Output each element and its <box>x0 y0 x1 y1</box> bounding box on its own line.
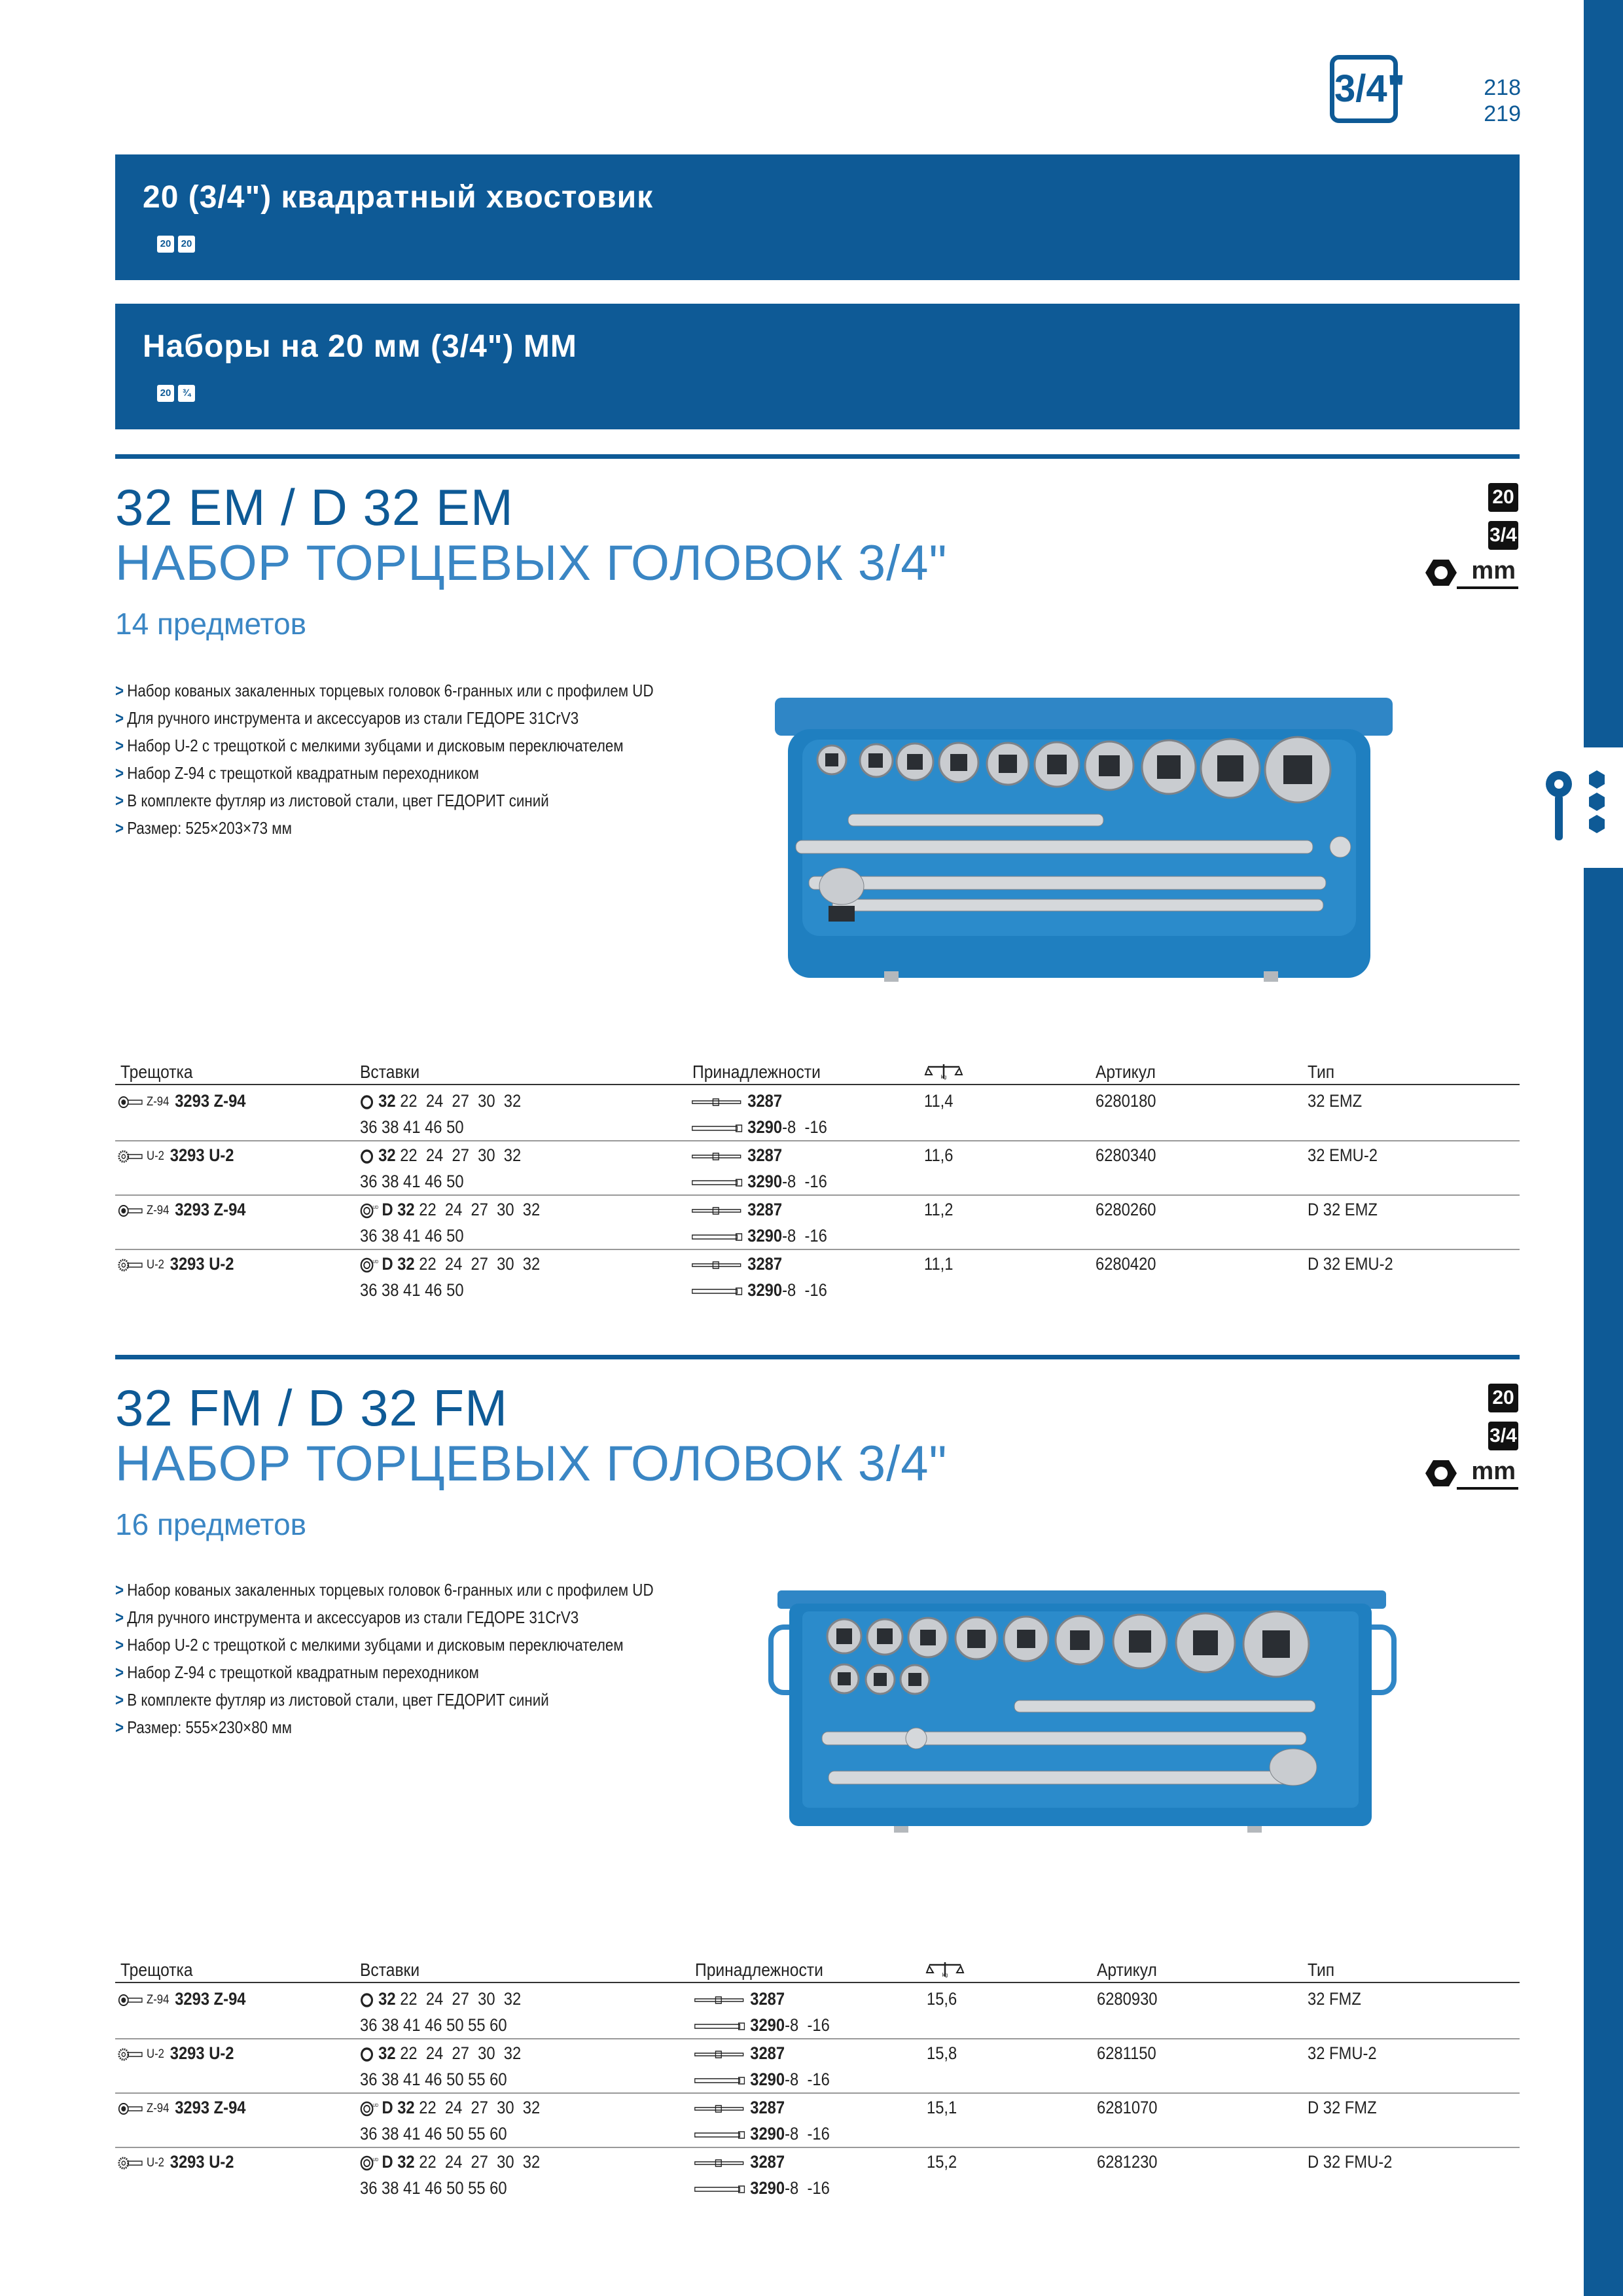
col-article: Артикул <box>1096 1062 1156 1082</box>
ratchet-cell <box>118 1142 234 1170</box>
arrow-icon: > <box>115 681 124 700</box>
insert-set-prefix: 32 <box>378 1145 396 1165</box>
insert-sizes-line1: 22 24 27 30 32 <box>400 1989 522 2009</box>
svg-text:kg: kg <box>942 1972 948 1978</box>
svg-text:UD: UD <box>372 2103 379 2108</box>
extension-bar-long-icon <box>694 2130 745 2140</box>
ratchet-u2-icon <box>118 2157 143 2170</box>
size-badge-icon: 20 <box>178 236 195 253</box>
insert-sizes-line1: 22 24 27 30 32 <box>419 1254 541 1274</box>
col-accessories: Принадлежности <box>692 1062 821 1082</box>
insert-sizes-line1: 22 24 27 30 32 <box>400 1091 522 1111</box>
insert-set-prefix: 32 <box>378 1989 396 2009</box>
drive-size-badge: 20 <box>1488 1384 1518 1412</box>
arrow-icon: > <box>115 1607 124 1627</box>
weight-value: 15,8 <box>927 2043 957 2063</box>
svg-text:UD: UD <box>372 1205 379 1210</box>
feature-item: > Размер: 555×230×80 мм <box>115 1717 293 1737</box>
table-row <box>115 1141 1520 1196</box>
extension-bar-long-icon <box>694 2022 745 2031</box>
table-row <box>115 2147 1520 2201</box>
sidebar-stripe-bottom <box>1584 868 1623 2296</box>
inserts-cell <box>360 1986 521 2012</box>
arrow-icon: > <box>115 736 124 755</box>
hex-socket-icon <box>360 1992 374 2008</box>
socket-wrench-icon <box>1538 766 1616 851</box>
arrow-icon: > <box>115 1690 124 1710</box>
extension-bar-icon <box>694 2159 745 2168</box>
table-row <box>115 1195 1520 1250</box>
ratchet-code: Z-94 <box>147 2101 169 2115</box>
table-row <box>115 2039 1520 2094</box>
weight-value: 11,4 <box>924 1091 954 1111</box>
weight-value: 15,1 <box>927 2098 957 2117</box>
page-numbers <box>1466 75 1521 127</box>
accessory-1: 3287 <box>694 2040 785 2066</box>
extension-bar-long-icon <box>691 1232 743 1242</box>
article-number: 6280420 <box>1096 1254 1156 1274</box>
insert-set-prefix: D 32 <box>382 2152 415 2172</box>
insert-set-prefix: 32 <box>378 1091 396 1111</box>
inserts-cell <box>360 2040 521 2066</box>
insert-set-prefix: D 32 <box>382 1200 415 1219</box>
inserts-cell <box>360 1196 540 1223</box>
ratchet-z94-icon <box>118 1994 143 2007</box>
section-divider <box>115 1355 1520 1359</box>
extension-bar-icon <box>691 1206 743 1215</box>
ratchet-cell <box>118 1986 246 2013</box>
ratchet-number: 3293 U-2 <box>169 1145 234 1165</box>
feature-item: > В комплекте футляр из листовой стали, цвет ГЕДОРИТ синий <box>115 791 549 810</box>
ratchet-number: 3293 U-2 <box>169 2043 234 2063</box>
ratchet-u2-icon <box>118 1259 143 1272</box>
weight-value: 11,1 <box>924 1254 954 1274</box>
insert-sizes-line2: 36 38 41 46 50 <box>360 1172 464 1191</box>
feature-item: > Для ручного инструмента и аксессуаров из стали ГЕДОРЕ 31CrV3 <box>115 1607 579 1627</box>
inserts-cell <box>360 1251 540 1277</box>
insert-set-prefix: D 32 <box>382 2098 415 2117</box>
ratchet-number: 3293 U-2 <box>169 1254 234 1274</box>
section-subtitle: НАБОР ТОРЦЕВЫХ ГОЛОВОК 3/4" <box>115 535 948 591</box>
arrow-icon: > <box>115 818 124 838</box>
extension-bar-icon <box>691 1098 743 1107</box>
fraction-badge-icon: ¾ <box>178 385 195 402</box>
type-code: 32 FMU-2 <box>1308 2043 1377 2063</box>
weight-scale-icon <box>927 1961 963 1978</box>
ratchet-cell <box>118 2094 246 2122</box>
col-ratchet: Трещотка <box>120 1960 193 1980</box>
inserts-cell <box>360 2149 540 2175</box>
section-title: 32 FM / D 32 FM <box>115 1379 508 1437</box>
col-accessories: Принадлежности <box>695 1960 823 1980</box>
feature-list <box>115 677 770 842</box>
table-header <box>115 1958 1520 1983</box>
drive-size-badge: 3/4" <box>1330 55 1398 123</box>
hex-socket-icon <box>360 2047 374 2062</box>
ratchet-z94-icon <box>118 2102 143 2115</box>
feature-item: > Набор Z-94 с трещоткой квадратным переходником <box>115 1662 479 1682</box>
unit-label: mm <box>1471 1458 1516 1485</box>
ud-profile-socket-icon <box>360 2155 377 2171</box>
fraction-badge: 3/4 <box>1488 521 1518 550</box>
ratchet-number: 3293 Z-94 <box>175 1091 246 1111</box>
item-count: 16 предметов <box>115 1507 307 1541</box>
ratchet-number: 3293 Z-94 <box>175 1989 246 2009</box>
insert-set-prefix: 32 <box>378 2043 396 2063</box>
banner-sets <box>115 304 1520 429</box>
accessory-2: 3290-8 -16 <box>691 1223 827 1249</box>
insert-sizes-line1: 22 24 27 30 32 <box>419 1200 541 1219</box>
table-row <box>115 1086 1520 1141</box>
feature-item: > В комплекте футляр из листовой стали, цвет ГЕДОРИТ синий <box>115 1690 549 1710</box>
ratchet-cell <box>118 1196 246 1224</box>
ratchet-number: 3293 Z-94 <box>175 2098 246 2117</box>
insert-sizes-line2: 36 38 41 46 50 55 60 <box>360 2178 507 2198</box>
section-subtitle: НАБОР ТОРЦЕВЫХ ГОЛОВОК 3/4" <box>115 1436 948 1492</box>
extension-bar-long-icon <box>691 1178 743 1187</box>
extension-bar-long-icon <box>691 1124 743 1133</box>
extension-bar-icon <box>691 1261 743 1270</box>
ratchet-code: U-2 <box>147 2047 164 2061</box>
insert-sizes-line2: 36 38 41 46 50 <box>360 1226 464 1246</box>
feature-item: > Набор кованых закаленных торцевых головок 6-гранных или с профилем UD <box>115 1580 654 1600</box>
banner-square-drive <box>115 154 1520 280</box>
page-number-right: 219 <box>1484 101 1521 126</box>
product-photo-case-16 <box>766 1584 1394 1833</box>
banner-title: Наборы на 20 мм (3/4") MM <box>143 329 577 364</box>
extension-bar-icon <box>694 2104 745 2113</box>
ratchet-code: U-2 <box>147 2155 164 2170</box>
feature-item: > Набор Z-94 с трещоткой квадратным переходником <box>115 763 479 783</box>
accessory-1: 3287 <box>691 1088 782 1114</box>
article-number: 6281230 <box>1097 2152 1158 2172</box>
feature-item: > Размер: 525×203×73 мм <box>115 818 293 838</box>
ratchet-z94-icon <box>118 1204 143 1217</box>
type-code: 32 EMU-2 <box>1308 1145 1378 1165</box>
weight-value: 15,6 <box>927 1989 957 2009</box>
type-code: 32 FMZ <box>1308 1989 1361 2009</box>
ratchet-code: Z-94 <box>147 1094 169 1109</box>
feature-item: > Набор кованых закаленных торцевых головок 6-гранных или с профилем UD <box>115 681 654 700</box>
accessory-2: 3290-8 -16 <box>694 2175 830 2201</box>
ud-profile-socket-icon <box>360 1203 377 1219</box>
accessory-1: 3287 <box>694 1986 785 2012</box>
feature-item: > Набор U-2 с трещоткой с мелкими зубцами и дисковым переключателем <box>115 1635 624 1655</box>
drive-size-badge: 20 <box>1488 483 1518 512</box>
extension-bar-long-icon <box>694 2076 745 2085</box>
unit-label: mm <box>1471 557 1516 584</box>
product-photo-case-14 <box>770 690 1398 965</box>
col-article: Артикул <box>1097 1960 1157 1980</box>
section-title: 32 EM / D 32 EM <box>115 478 514 536</box>
ratchet-number: 3293 U-2 <box>169 2152 234 2172</box>
ratchet-number: 3293 Z-94 <box>175 1200 246 1219</box>
accessory-1: 3287 <box>694 2094 785 2121</box>
type-code: 32 EMZ <box>1308 1091 1363 1111</box>
article-number: 6280260 <box>1096 1200 1156 1219</box>
ratchet-cell <box>118 1088 246 1115</box>
extension-bar-icon <box>694 2050 745 2059</box>
arrow-icon: > <box>115 1662 124 1682</box>
banner-badges <box>157 385 195 402</box>
size-badge-icon: 20 <box>157 385 174 402</box>
feature-item: > Набор U-2 с трещоткой с мелкими зубцами и дисковым переключателем <box>115 736 624 755</box>
section-divider <box>115 454 1520 459</box>
accessory-2: 3290-8 -16 <box>691 1277 827 1303</box>
weight-value: 11,6 <box>924 1145 954 1165</box>
table-row <box>115 2093 1520 2148</box>
ud-profile-socket-icon <box>360 2101 377 2117</box>
ratchet-code: U-2 <box>147 1257 164 1272</box>
extension-bar-icon <box>694 1996 745 2005</box>
table-header <box>115 1060 1520 1085</box>
accessory-2: 3290-8 -16 <box>694 2012 830 2038</box>
insert-sizes-line2: 36 38 41 46 50 55 60 <box>360 2124 507 2144</box>
inserts-cell <box>360 1142 521 1168</box>
ud-profile-socket-icon <box>360 1257 377 1273</box>
article-number: 6280180 <box>1096 1091 1156 1111</box>
accessory-1: 3287 <box>691 1251 782 1277</box>
col-inserts: Вставки <box>360 1062 420 1082</box>
insert-set-prefix: D 32 <box>382 1254 415 1274</box>
insert-sizes-line1: 22 24 27 30 32 <box>400 2043 522 2063</box>
insert-sizes-line1: 22 24 27 30 32 <box>419 2098 541 2117</box>
arrow-icon: > <box>115 763 124 783</box>
item-count: 14 предметов <box>115 607 307 641</box>
type-code: D 32 FMU-2 <box>1308 2152 1393 2172</box>
col-ratchet: Трещотка <box>120 1062 193 1082</box>
svg-text:UD: UD <box>372 1259 379 1265</box>
svg-text:UD: UD <box>372 2157 379 2162</box>
accessory-2: 3290-8 -16 <box>694 2066 830 2092</box>
accessory-1: 3287 <box>694 2149 785 2175</box>
arrow-icon: > <box>115 1717 124 1737</box>
weight-value: 11,2 <box>924 1200 954 1219</box>
hex-socket-icon <box>360 1094 374 1110</box>
col-type: Тип <box>1308 1062 1335 1082</box>
arrow-icon: > <box>115 1580 124 1600</box>
ratchet-cell <box>118 1251 234 1278</box>
sidebar-stripe-top <box>1584 0 1623 747</box>
banner-badges <box>157 236 195 253</box>
insert-sizes-line2: 36 38 41 46 50 <box>360 1117 464 1137</box>
accessory-2: 3290-8 -16 <box>691 1168 827 1194</box>
article-number: 6281070 <box>1097 2098 1158 2117</box>
article-number: 6280930 <box>1097 1989 1158 2009</box>
ratchet-code: Z-94 <box>147 1203 169 1217</box>
banner-title: 20 (3/4") квадратный хвостовик <box>143 180 654 215</box>
ratchet-u2-icon <box>118 1150 143 1163</box>
accessory-1: 3287 <box>691 1196 782 1223</box>
feature-list <box>115 1576 770 1741</box>
weight-value: 15,2 <box>927 2152 957 2172</box>
ratchet-u2-icon <box>118 2048 143 2061</box>
article-number: 6281150 <box>1097 2043 1156 2063</box>
arrow-icon: > <box>115 708 124 728</box>
arrow-icon: > <box>115 791 124 810</box>
size-badge-icon: 20 <box>157 236 174 253</box>
table-row <box>115 1984 1520 2039</box>
inserts-cell <box>360 2094 540 2121</box>
page-number-left: 218 <box>1484 75 1521 100</box>
type-code: D 32 FMZ <box>1308 2098 1377 2117</box>
insert-sizes-line2: 36 38 41 46 50 55 60 <box>360 2070 507 2089</box>
insert-sizes-line1: 22 24 27 30 32 <box>400 1145 522 1165</box>
ratchet-cell <box>118 2149 234 2176</box>
ratchet-cell <box>118 2040 234 2068</box>
extension-bar-long-icon <box>694 2185 745 2194</box>
accessory-1: 3287 <box>691 1142 782 1168</box>
inserts-cell <box>360 1088 521 1114</box>
extension-bar-long-icon <box>691 1287 743 1296</box>
table-row <box>115 1249 1520 1303</box>
article-number: 6280340 <box>1096 1145 1156 1165</box>
fraction-badge: 3/4 <box>1488 1422 1518 1450</box>
insert-sizes-line2: 36 38 41 46 50 <box>360 1280 464 1300</box>
type-code: D 32 EMU-2 <box>1308 1254 1393 1274</box>
accessory-2: 3290-8 -16 <box>694 2121 830 2147</box>
weight-scale-icon <box>925 1063 962 1080</box>
ratchet-code: U-2 <box>147 1149 164 1163</box>
type-code: D 32 EMZ <box>1308 1200 1378 1219</box>
accessory-2: 3290-8 -16 <box>691 1114 827 1140</box>
ratchet-z94-icon <box>118 1096 143 1109</box>
col-inserts: Вставки <box>360 1960 420 1980</box>
insert-sizes-line2: 36 38 41 46 50 55 60 <box>360 2015 507 2035</box>
insert-sizes-line1: 22 24 27 30 32 <box>419 2152 541 2172</box>
arrow-icon: > <box>115 1635 124 1655</box>
extension-bar-icon <box>691 1152 743 1161</box>
svg-text:kg: kg <box>940 1074 947 1080</box>
hex-socket-icon <box>360 1149 374 1164</box>
ratchet-code: Z-94 <box>147 1992 169 2007</box>
feature-item: > Для ручного инструмента и аксессуаров из стали ГЕДОРЕ 31CrV3 <box>115 708 579 728</box>
col-type: Тип <box>1308 1960 1335 1980</box>
